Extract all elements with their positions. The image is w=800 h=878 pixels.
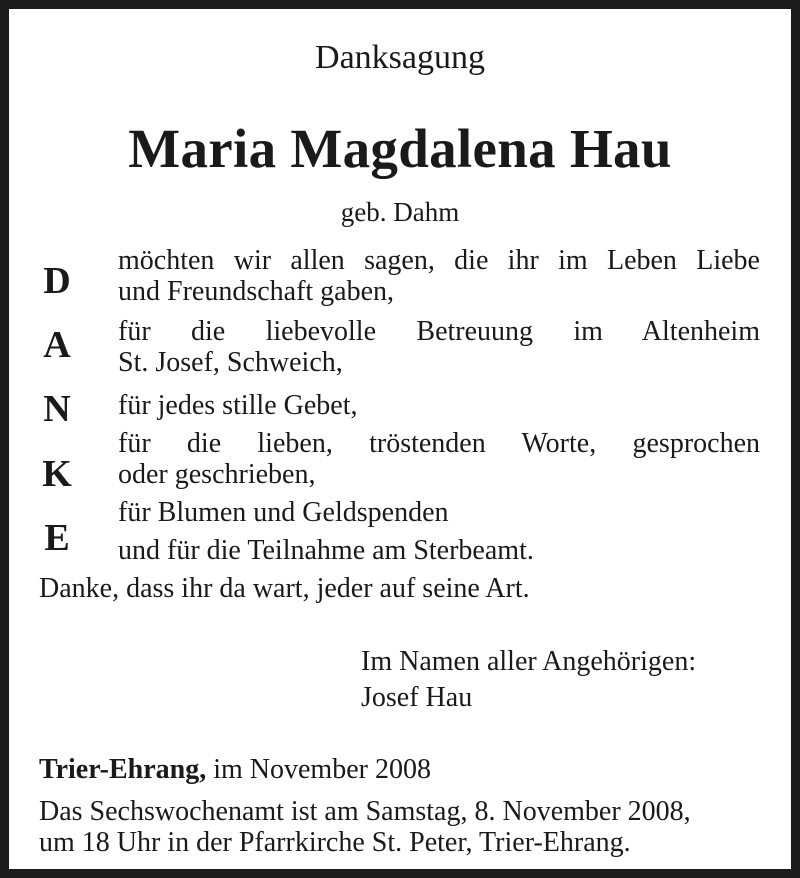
acrostic-letter-k: K — [42, 453, 72, 495]
place: Trier-Ehrang, — [39, 754, 207, 785]
thanks-line: möchten wir allen sagen, die ihr im Leben Liebe — [118, 245, 760, 276]
signature-name: Josef Hau — [361, 682, 473, 713]
service-line-2: um 18 Uhr in der Pfarrkirche St. Peter, Trier-Ehrang. — [39, 827, 631, 858]
acrostic-letter-e: E — [44, 517, 70, 559]
thanks-line: für Blumen und Geldspenden — [118, 497, 449, 528]
acrostic-letter-a: A — [43, 324, 71, 366]
thanks-line: für die lieben, tröstenden Worte, gesprochen — [118, 428, 760, 459]
signature-intro: Im Namen aller Angehörigen: — [361, 646, 697, 677]
thanks-line: oder geschrieben, — [118, 459, 316, 490]
heading: Danksagung — [315, 39, 485, 76]
thanks-line: für die liebevolle Betreuung im Altenheim — [118, 316, 760, 347]
thanks-line: St. Josef, Schweich, — [118, 347, 343, 378]
closing-line: Danke, dass ihr da wart, jeder auf seine Art. — [39, 573, 530, 604]
acrostic-letter-n: N — [43, 388, 71, 430]
thanks-line: und für die Teilnahme am Sterbeamt. — [118, 535, 534, 566]
place-date-line — [39, 754, 431, 786]
acrostic-letter-d: D — [43, 260, 71, 302]
thanks-line: für jedes stille Gebet, — [118, 390, 358, 421]
birth-name: geb. Dahm — [340, 197, 460, 227]
deceased-name: Maria Magdalena Hau — [128, 118, 672, 179]
service-line-1: Das Sechswochenamt ist am Samstag, 8. November 2008, — [39, 796, 691, 827]
thanks-line: und Freundschaft gaben, — [118, 276, 395, 307]
date: im November 2008 — [213, 754, 431, 785]
